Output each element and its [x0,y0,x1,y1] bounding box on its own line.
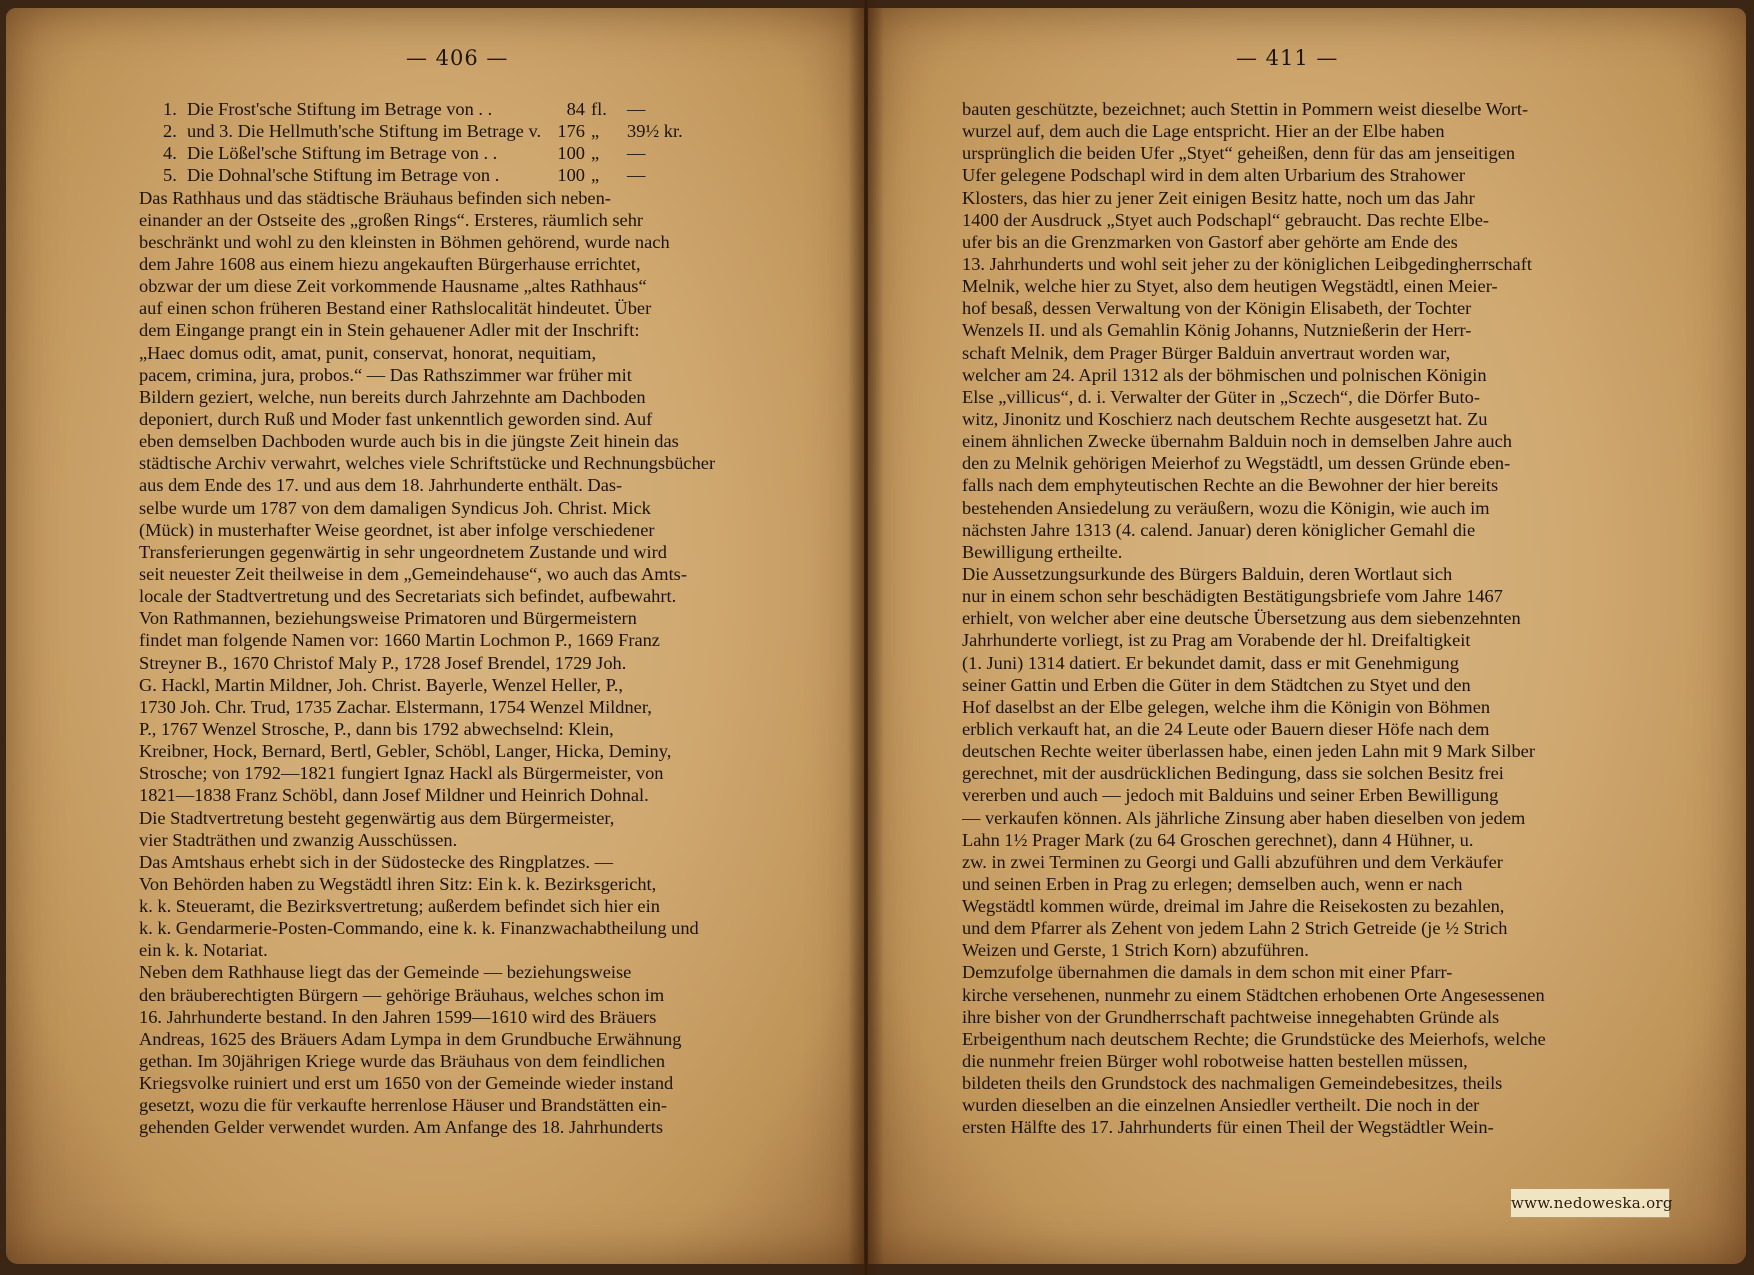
text-line: einander an der Ostseite des „großen Rings“. Ersteres, räumlich sehr [139,209,644,230]
list-item-num: 2. [163,121,177,142]
text-line: dem Eingange prangt ein in Stein gehauener Adler mit der Inschrift: [139,320,640,341]
text-line: eben demselben Dachboden wurde auch bis in die jüngste Zeit hinein das [139,431,679,452]
text-line: Strosche; von 1792—1821 fungiert Ignaz Hackl als Bürgermeister, von [139,763,664,784]
left-page [6,8,864,1264]
text-line: 13. Jahrhunderts und wohl seit jeher zu der königlichen Leibgedingherrschaft [962,253,1532,274]
text-line: Melnik, welche hier zu Styet, also dem heutigen Wegstädtl, einen Meier- [962,276,1498,297]
left-page-number: — 406 — [406,46,509,70]
text-line: vier Stadträthen und zwanzig Ausschüssen. [139,829,458,850]
text-line: gehenden Gelder verwendet wurden. Am Anfange des 18. Jahrhunderts [139,1117,663,1138]
text-line: schaft Melnik, dem Prager Bürger Balduin anvertraut worden war, [962,342,1451,363]
text-line: Else „villicus“, d. i. Verwalter der Güter in „Sczech“, die Dörfer Buto- [962,386,1480,407]
list-item-unit: fl. [591,99,607,119]
text-line: G. Hackl, Martin Mildner, Joh. Christ. Bayerle, Wenzel Heller, P., [139,674,623,695]
text-line: 16. Jahrhunderte bestand. In den Jahren 1599—1610 wird des Bräuers [139,1006,657,1027]
text-line: und seinen Erben in Prag zu erlegen; demselben auch, wenn er nach [962,873,1463,894]
text-line: Streyner B., 1670 Christof Maly P., 1728 Josef Brendel, 1729 Joh. [139,652,627,673]
text-line: aus dem Ende des 17. und aus dem 18. Jahrhunderte enthält. Das- [139,475,623,496]
list-item-amount: 100 [557,143,585,164]
right-body [962,98,1608,1139]
text-line: bestehenden Ansiedelung zu veräußern, wozu die Königin, wie auch im [962,497,1490,518]
list-item [139,120,787,142]
list-item-num: 5. [163,165,177,186]
text-line: Weizen und Gerste, 1 Strich Korn) abzuführen. [962,940,1309,961]
text-line: k. k. Gendarmerie-Posten-Commando, eine k. k. Finanzwachabtheilung und [139,918,699,939]
list-item-extra: — [627,165,646,186]
left-body [139,187,787,1139]
text-line: Die Stadtvertretung besteht gegenwärtig aus dem Bürgermeister, [139,807,615,828]
text-line: seiner Gattin und Erben die Güter in dem Städtchen zu Styet und den [962,674,1471,695]
list-item [139,164,787,186]
text-line: Von Rathmannen, beziehungsweise Primatoren und Bürgermeistern [139,608,637,629]
text-line: ufer bis an die Grenzmarken von Gastorf aber gehörte am Ende des [962,231,1458,252]
left-page-text [139,98,787,1139]
website-watermark: www.nedoweska.org [1510,1188,1670,1218]
text-line: (1. Juni) 1314 datiert. Er bekundet damit, dass er mit Genehmigung [962,652,1459,673]
text-line: Das Rathhaus und das städtische Bräuhaus befinden sich neben- [139,187,611,208]
text-line: Demzufolge übernahmen die damals in dem schon mit einer Pfarr- [962,962,1453,983]
text-line: 1730 Joh. Chr. Trud, 1735 Zachar. Elstermann, 1754 Wenzel Mildner, [139,696,652,717]
text-line: 1821—1838 Franz Schöbl, dann Josef Mildner und Heinrich Dohnal. [139,785,649,806]
text-line: auf einen schon früheren Bestand einer Rathslocalität hindeutet. Über [139,298,652,319]
right-page-number: — 411 — [1236,46,1339,70]
list-item-unit: „ [591,165,600,186]
text-line: bauten geschützte, bezeichnet; auch Stettin in Pommern weist dieselbe Wort- [962,99,1529,119]
text-line: — verkaufen können. Als jährliche Zinsung aber haben dieselben von jedem [962,807,1526,828]
text-line: ein k. k. Notariat. [139,940,268,961]
text-line: erblich verkauft hat, an die 24 Leute oder Bauern dieser Höfe nach dem [962,718,1490,739]
text-line: wurden dieselben an die einzelnen Ansiedler vertheilt. Die noch in der [962,1095,1480,1116]
list-item-label: Die Frost'sche Stiftung im Betrage von . . [187,99,493,119]
text-line: Andreas, 1625 des Bräuers Adam Lympa in dem Grundbuche Erwähnung [139,1028,682,1049]
list-item-label: Die Lößel'sche Stiftung im Betrage von . . [187,143,498,164]
text-line: locale der Stadtvertretung und des Secretariats sich befindet, aufbewahrt. [139,586,677,607]
text-line: und dem Pfarrer als Zehent von jedem Lahn 2 Strich Getreide (je ½ Strich [962,918,1508,939]
text-line: städtische Archiv verwahrt, welches viele Schriftstücke und Rechnungsbücher [139,453,716,474]
text-line: dem Jahre 1608 aus einem hiezu angekauften Bürgerhause errichtet, [139,253,641,274]
text-line: Wegstädtl kommen würde, dreimal im Jahre die Reisekosten zu bezahlen, [962,896,1505,917]
text-line: Klosters, das hier zu jener Zeit einigen Besitz hatte, noch um das Jahr [962,187,1475,208]
text-line: Transferierungen gegenwärtig in sehr ungeordnetem Zustande und wird [139,541,667,562]
list-item-label: Die Dohnal'sche Stiftung im Betrage von . [187,165,500,186]
text-line: erhielt, von welcher aber eine deutsche Übersetzung aus dem siebenzehnten [962,608,1521,629]
list-item-extra: 39½ kr. [627,121,683,142]
list-item-amount: 100 [557,165,585,186]
text-line: hof besaß, dessen Verwaltung von der Königin Elisabeth, der Tochter [962,298,1472,319]
text-line: bildeten theils den Grundstock des nachmaligen Gemeindebesitzes, theils [962,1073,1503,1094]
text-line: obzwar der um diese Zeit vorkommende Hausname „altes Rathhaus“ [139,276,647,297]
text-line: welcher am 24. April 1312 als der böhmischen und polnischen Königin [962,364,1487,385]
text-line: selbe wurde um 1787 von dem damaligen Syndicus Joh. Christ. Mick [139,497,651,518]
text-line: ursprünglich die beiden Ufer „Styet“ geheißen, denn für das am jenseitigen [962,143,1516,164]
text-line: P., 1767 Wenzel Strosche, P., dann bis 1792 abwechselnd: Klein, [139,718,614,739]
text-line: falls nach dem emphyteutischen Rechte an die Bewohner der hier bereits [962,475,1499,496]
text-line: Kriegsvolke ruiniert und erst um 1650 von der Gemeinde wieder instand [139,1073,674,1094]
text-line: deponiert, durch Ruß und Moder fast unkenntlich geworden sind. Auf [139,408,653,429]
text-line: einem ähnlichen Zwecke übernahm Balduin noch in demselben Jahre auch [962,431,1512,452]
text-line: Von Behörden haben zu Wegstädtl ihren Sitz: Ein k. k. Bezirksgericht, [139,873,657,894]
text-line: gesetzt, wozu die für verkaufte herrenlose Häuser und Brandstätten ein- [139,1095,668,1116]
text-line: pacem, crimina, jura, probos.“ — Das Rathszimmer war früher mit [139,364,632,385]
text-line: Das Amtshaus erhebt sich in der Südostecke des Ringplatzes. — [139,851,613,872]
text-line: ersten Hälfte des 17. Jahrhunderts für einen Theil der Wegstädtler Wein- [962,1117,1494,1138]
list-item [139,142,787,164]
text-line: kirche versehenen, nunmehr zu einem Städtchen erhobenen Orte Angesessenen [962,984,1545,1005]
text-line: Bildern geziert, welche, nun bereits durch Jahrzehnte am Dachboden [139,386,646,407]
text-line: wurzel auf, dem auch die Lage entspricht. Hier an der Elbe haben [962,121,1445,142]
book-gutter [848,0,884,1275]
text-line: ihre bisher von der Grundherrschaft pachtweise innegehabten Gründe als [962,1006,1500,1027]
text-line: Kreibner, Hock, Bernard, Bertl, Gebler, Schöbl, Langer, Hicka, Deminy, [139,741,672,762]
text-line: gethan. Im 30jährigen Kriege wurde das Bräuhaus von dem feindlichen [139,1051,666,1072]
list-item-num: 4. [163,143,177,164]
text-line: die nunmehr freien Bürger wohl robotweise hatten bestellen müssen, [962,1051,1468,1072]
list-item-num: 1. [163,99,177,119]
text-line: findet man folgende Namen vor: 1660 Martin Lochmon P., 1669 Franz [139,630,660,651]
text-line: seit neuester Zeit theilweise in dem „Gemeindehause“, wo auch das Amts- [139,563,687,584]
text-line: Neben dem Rathhause liegt das der Gemeinde — beziehungsweise [139,962,632,983]
text-line: Erbeigenthum nach deutschem Rechte; die Grundstücke des Meierhofs, welche [962,1028,1546,1049]
text-line: 1400 der Ausdruck „Styet auch Podschapl“ gebraucht. Das rechte Elbe- [962,209,1490,230]
text-line: beschränkt und wohl zu den kleinsten in Böhmen gehörend, wurde nach [139,231,670,252]
list-item [139,98,787,120]
text-line: Ufer gelegene Podschapl wird in dem alten Urbarium des Strahower [962,165,1466,186]
text-line: nächsten Jahre 1313 (4. calend. Januar) deren königlicher Gemahl die [962,519,1476,540]
text-line: den zu Melnik gehörigen Meierhof zu Wegstädtl, um dessen Gründe eben- [962,453,1511,474]
right-page [868,8,1746,1264]
text-line: witz, Jinonitz und Koschierz nach deutschem Rechte ausgesetzt hat. Zu [962,408,1488,429]
text-line: Lahn 1½ Prager Mark (zu 64 Groschen gerechnet), dann 4 Hühner, u. [962,829,1474,850]
text-line: (Mück) in musterhafter Weise geordnet, ist aber infolge verschiedener [139,519,655,540]
text-line: vererben und auch — jedoch mit Balduins und seiner Erben Bewilligung [962,785,1499,806]
text-line: Die Aussetzungsurkunde des Bürgers Balduin, deren Wortlaut sich [962,563,1453,584]
text-line: Hof daselbst an der Elbe gelegen, welche ihm die Königin von Böhmen [962,696,1491,717]
right-page-text [962,98,1608,1139]
list-item-extra: — [627,143,646,164]
text-line: den bräuberechtigten Bürgern — gehörige Bräuhaus, welches schon im [139,984,665,1005]
list-item-amount: 176 [557,121,585,142]
text-line: nur in einem schon sehr beschädigten Bestätigungsbriefe vom Jahre 1467 [962,586,1503,607]
text-line: gerechnet, mit der ausdrücklichen Bedingung, dass sie solchen Besitz frei [962,763,1504,784]
text-line: Wenzels II. und als Gemahlin König Johanns, Nutznießerin der Herr- [962,320,1472,341]
text-line: zw. in zwei Terminen zu Georgi und Galli abzuführen und dem Verkäufer [962,851,1503,872]
text-line: Jahrhunderte vorliegt, ist zu Prag am Vorabende der hl. Dreifaltigkeit [962,630,1471,651]
text-line: Bewilligung ertheilte. [962,541,1123,562]
list-item-unit: „ [591,121,600,142]
text-line: „Haec domus odit, amat, punit, conservat, honorat, nequitiam, [139,342,597,363]
foundation-list [139,98,787,187]
text-line: k. k. Steueramt, die Bezirksvertretung; außerdem befindet sich hier ein [139,896,660,917]
list-item-extra: — [627,99,646,119]
list-item-unit: „ [591,143,600,164]
text-line: deutschen Rechte weiter überlassen habe, einen jeden Lahn mit 9 Mark Silber [962,741,1535,762]
list-item-label: und 3. Die Hellmuth'sche Stiftung im Betrage v. [187,121,542,142]
list-item-amount: 84 [566,99,585,119]
